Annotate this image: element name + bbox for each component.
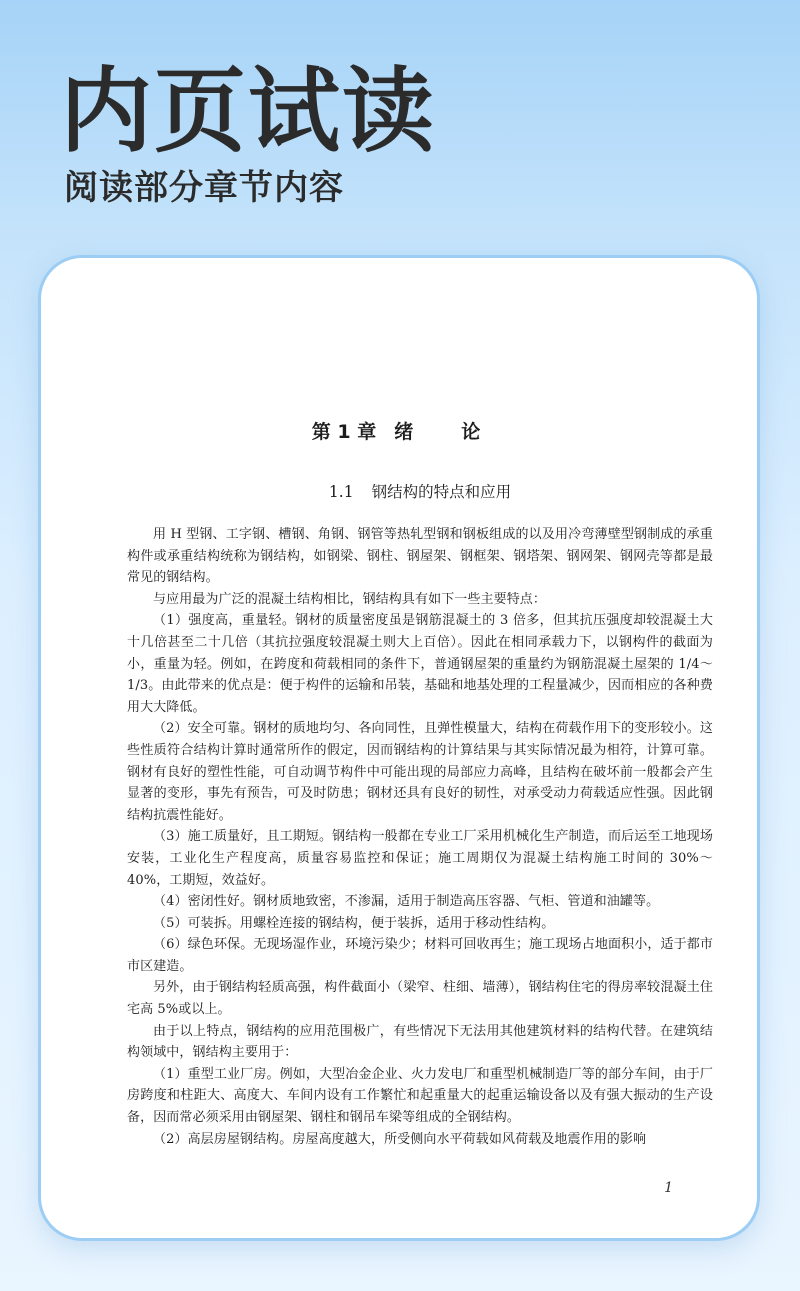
paragraph: （5）可装拆。用螺栓连接的钢结构，便于装拆，适用于移动性结构。 bbox=[153, 915, 555, 931]
paragraph: 用 H 型钢、工字钢、槽钢、角钢、钢管等热轧型钢和钢板组成的以及用冷弯薄壁型钢制成的承重构件或承重结构统称为钢结构，如钢梁、钢柱、钢屋架、钢框架、钢塔架、钢网架、钢网壳等都是最常见的钢结构。 bbox=[127, 527, 713, 586]
paragraph: 与应用最为广泛的混凝土结构相比，钢结构具有如下一些主要特点： bbox=[153, 591, 547, 607]
section-number: 1.1 bbox=[328, 483, 354, 501]
chapter-heading bbox=[127, 418, 713, 446]
paragraph: （1）强度高，重量轻。钢材的质量密度虽是钢筋混凝土的 3 倍多，但其抗压强度却较混凝土大十几倍甚至二十几倍（其抗拉强度较混凝土则大上百倍）。因此在相同承载力下，以钢构件的截面为小，重量为轻。例如，在跨度和荷载相同的条件下，普通钢屋架的重量约为钢筋混凝土屋架的 1/4～1/3。由此带来的优点是：便于构件的运输和吊装，基础和地基处理的工程量减少，因而相应的各种费用大大降低。 bbox=[127, 613, 713, 715]
paragraph: （3）施工质量好，且工期短。钢结构一般都在专业工厂采用机械化生产制造，而后运至工地现场安装，工业化生产程度高，质量容易监控和保证；施工周期仅为混凝土结构施工时间的 30%～40%，工期短，效益好。 bbox=[127, 829, 713, 888]
banner-subtitle: 阅读部分章节内容 bbox=[64, 168, 344, 208]
paragraph: （6）绿色环保。无现场湿作业，环境污染少；材料可回收再生；施工现场占地面积小，适于都市市区建造。 bbox=[127, 937, 713, 974]
paragraph: 另外，由于钢结构轻质高强，构件截面小（梁窄、柱细、墙薄），钢结构住宅的得房率较混凝土住宅高 5%或以上。 bbox=[127, 980, 713, 1018]
section-heading bbox=[127, 480, 713, 504]
book-page bbox=[127, 418, 713, 1150]
preview-card bbox=[38, 255, 760, 1241]
chapter-label: 第 1 章 bbox=[311, 421, 377, 443]
paragraph: （1）重型工业厂房。例如，大型冶金企业、火力发电厂和重型机械制造厂等的部分车间，由于厂房跨度和柱距大、高度大、车间内设有工作繁忙和起重量大的起重运输设备以及有强大振动的生产设备，因而常必须采用由钢屋架、钢柱和钢吊车梁等组成的全钢结构。 bbox=[127, 1066, 713, 1126]
paragraph: （2）高层房屋钢结构。房屋高度越大，所受侧向水平荷载如风荷载及地震作用的影响 bbox=[153, 1131, 647, 1147]
section-title: 钢结构的特点和应用 bbox=[371, 483, 512, 501]
banner-title: 内页试读 bbox=[60, 58, 437, 165]
chapter-name: 绪论 bbox=[394, 421, 529, 443]
paragraph: （2）安全可靠。钢材的质地均匀、各向同性，且弹性模量大，结构在荷载作用下的变形较小。这些性质符合结构计算时通常所作的假定，因而钢结构的计算结果与其实际情况最为相符，计算可靠。钢材有良好的塑性性能，可自动调节构件中可能出现的局部应力高峰，且结构在破坏前一般都会产生显著的变形，事先有预告，可及时防患；钢材还具有良好的韧性，对承受动力荷载适应性强。因此钢结构抗震性能好。 bbox=[127, 721, 713, 823]
paragraph: （4）密闭性好。钢材质地致密，不渗漏，适用于制造高压容器、气柜、管道和油罐等。 bbox=[153, 894, 660, 910]
paragraph: 由于以上特点，钢结构的应用范围极广，有些情况下无法用其他建筑材料的结构代替。在建筑结构领域中，钢结构主要用于： bbox=[127, 1023, 713, 1061]
page-number: 1 bbox=[664, 1180, 673, 1196]
